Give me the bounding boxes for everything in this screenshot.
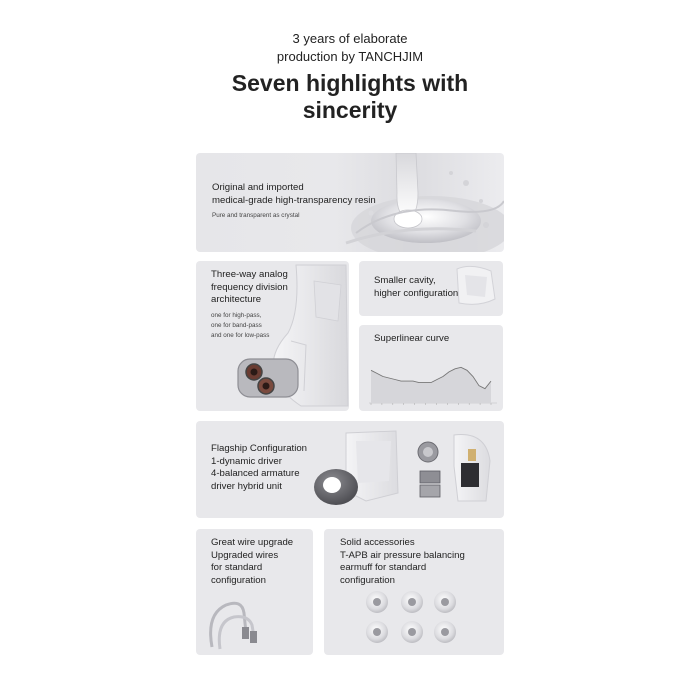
- accessories-line1: Solid accessories: [340, 537, 415, 548]
- three-way-card: [196, 261, 349, 411]
- frequency-response-area: [371, 367, 491, 403]
- frequency-response-chart: [359, 325, 503, 411]
- accessories-line3: earmuff for standard: [340, 562, 427, 573]
- wire-line2: Upgraded wires: [211, 549, 279, 561]
- wire-line1: Great wire upgrade: [211, 537, 294, 548]
- wire-line3: for standard: [211, 562, 263, 573]
- header-subtitle-line1: 3 years of elaborate: [292, 31, 408, 46]
- wire-card: [196, 529, 313, 655]
- three-way-sub2: one for band-pass: [211, 321, 262, 329]
- accessories-card: [324, 529, 504, 655]
- cavity-card: [359, 261, 503, 316]
- cavity-line2: higher configuration: [374, 287, 459, 299]
- three-way-sub1: one for high-pass,: [211, 312, 262, 319]
- flagship-line3: 4-balanced armature: [211, 468, 300, 479]
- header-subtitle-line2: production by TANCHJIM: [276, 49, 424, 64]
- eartip: [434, 621, 456, 643]
- curve-card: [359, 325, 503, 411]
- curve-title: Superlinear curve: [374, 333, 450, 344]
- eartip: [434, 591, 456, 613]
- header-subtitle: [0, 30, 700, 66]
- eartip: [401, 621, 423, 643]
- eartip: [366, 591, 388, 613]
- eartip: [401, 591, 423, 613]
- flagship-card: [196, 421, 504, 518]
- wire-line4: configuration: [211, 574, 266, 586]
- eartip: [366, 621, 388, 643]
- page-title-line1: Seven highlights with: [231, 70, 469, 96]
- three-way-line2: frequency division: [211, 281, 288, 293]
- resin-card: [196, 153, 504, 252]
- resin-line1: Original and imported: [212, 182, 304, 193]
- resin-line2: medical-grade high-transparency resin: [212, 194, 376, 206]
- flagship-line2: 1-dynamic driver: [211, 455, 282, 467]
- three-way-line1: Three-way analog: [211, 269, 288, 280]
- three-way-sub3: and one for low-pass: [211, 331, 270, 339]
- flagship-line1: Flagship Configuration: [211, 443, 307, 454]
- page-title: [0, 70, 700, 124]
- accessories-line2: T-APB air pressure balancing: [340, 549, 465, 561]
- accessories-line4: configuration: [340, 574, 395, 586]
- cavity-line1: Smaller cavity,: [374, 275, 436, 286]
- flagship-line4: driver hybrid unit: [211, 480, 282, 492]
- resin-sub: Pure and transparent as crystal: [212, 212, 300, 219]
- three-way-line3: architecture: [211, 294, 262, 305]
- page-title-line2: sincerity: [302, 97, 398, 123]
